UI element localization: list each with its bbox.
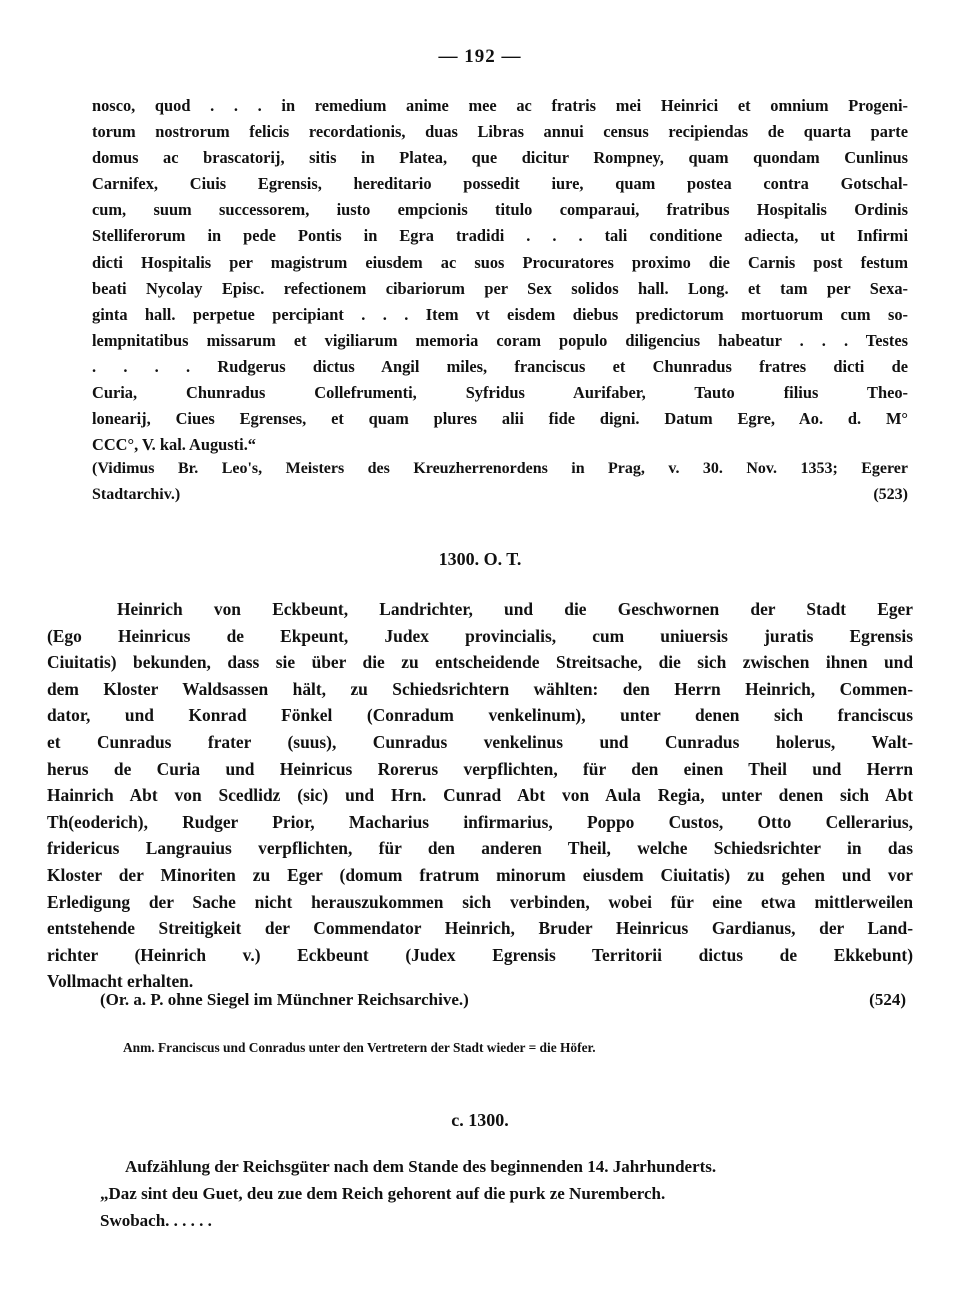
- source-text: (Or. a. P. ohne Siegel im Münchner Reichsarchive.): [100, 990, 469, 1009]
- charter-text: [92, 93, 908, 458]
- text-line: et Cunradus frater (suus), Cunradus venkelinus und Cunradus holerus, Walt-: [47, 731, 913, 752]
- text-line: CCC°, V. kal. Augusti.“: [92, 435, 256, 455]
- text-line: lempnitatibus missarum et vigiliarum memoria coram populo diligencius habeatur . . . Testes: [92, 330, 908, 350]
- text-line: Vollmacht erhalten.: [47, 971, 194, 992]
- text-line: Aufzählung der Reichsgüter nach dem Stande des beginnenden 14. Jahrhunderts.: [125, 1157, 717, 1176]
- text-line: dicti Hospitalis per magistrum eiusdem ac suos Procuratores proximo die Carnis post festum: [92, 252, 908, 272]
- text-line: Erledigung der Sache nicht herauszukommen sich verbinden, wobei für eine etwa mittlerweilen: [47, 891, 913, 912]
- source-last-line: [92, 482, 908, 508]
- source-note-523: [92, 456, 908, 508]
- text-line: dator, und Konrad Fönkel (Conradum venkelinum), unter denen sich franciscus: [47, 705, 913, 726]
- text-line: entstehende Streitigkeit der Commendator Heinrich, Bruder Heinricus Gardianus, der Land-: [47, 918, 913, 939]
- annotation-note: Anm. Franciscus und Conradus unter den Vertretern der Stadt wieder = die Höfer.: [123, 1040, 596, 1055]
- text-line: torum nostrorum felicis recordationis, duas Libras annui census recipiendas de quarta parte: [92, 122, 908, 142]
- text-line: Heinrich von Eckbeunt, Landrichter, und die Geschwornen der Stadt Eger: [117, 599, 913, 619]
- text-line: Th(eoderich), Rudger Prior, Macharius infirmarius, Poppo Custos, Otto Cellerarius,: [47, 811, 913, 832]
- text-line: ginta hall. perpetue percipiant . . . Item vt eisdem diebus predictorum mortuorum cum so-: [92, 304, 908, 324]
- source-note-524: [100, 990, 906, 1010]
- text-line: Swobach. . . . . .: [100, 1211, 212, 1230]
- text-line: Kloster der Minoriten zu Eger (domum fratrum minorum eiusdem Ciuitatis) zu gehen und vor: [47, 864, 913, 885]
- entry-heading: 1300. O. T.: [438, 549, 522, 569]
- entry-number: (523): [873, 486, 908, 503]
- text-line: Stelliferorum in pede Pontis in Egra tradidi . . . tali conditione adiecta, ut Infirmi: [92, 226, 908, 246]
- entry-text: [47, 596, 913, 995]
- entry-heading: c. 1300.: [451, 1110, 509, 1130]
- text-line: Curia, Chunradus Collefrumenti, Syfridus Aurifaber, Tauto filius Theo-: [92, 383, 908, 403]
- entry-number: (524): [869, 990, 906, 1009]
- text-line: (Ego Heinricus de Ekpeunt, Judex provincialis, cum uniuersis juratis Egrensis: [47, 625, 913, 646]
- text-line: Stadtarchiv.): [92, 486, 181, 503]
- text-line: Hainrich Abt von Scedlidz (sic) und Hrn. Cunrad Abt von Aula Regia, unter denen sich Abt: [47, 785, 913, 806]
- text-line: . . . . Rudgerus dictus Angil miles, franciscus et Chunradus fratres dicti de: [92, 356, 908, 376]
- entry-text: [100, 1153, 840, 1234]
- text-line: Ciuitatis) bekunden, dass sie über die zu entscheidende Streitsache, die sich zwischen ihnen und: [47, 652, 913, 673]
- text-line: lonearij, Ciues Egrenses, et quam plures alii fide digni. Datum Egre, Ao. d. M°: [92, 409, 908, 429]
- text-line: (Vidimus Br. Leo's, Meisters des Kreuzherrenordens in Prag, v. 30. Nov. 1353; Egerer: [92, 460, 908, 477]
- text-line: richter (Heinrich v.) Eckbeunt (Judex Egrensis Territorii dictus de Ekkebunt): [47, 944, 913, 965]
- text-line: domus ac brascatorij, sitis in Platea, que dicitur Rompney, quam quondam Cunlinus: [92, 148, 908, 168]
- text-line: beati Nycolay Episc. refectionem cibariorum per Sex solidos hall. Long. et tam per Sexa-: [92, 278, 908, 298]
- text-line: fridericus Langrauius verpflichten, für den anderen Theil, welche Schiedsrichter in das: [47, 838, 913, 859]
- text-line: nosco, quod . . . in remedium anime mee ac fratris mei Heinrici et omnium Progeni-: [92, 96, 908, 115]
- text-line: cum, suum successorem, iusto empcionis titulo comparaui, fratribus Hospitalis Ordinis: [92, 200, 908, 220]
- text-line: dem Kloster Waldsassen hält, zu Schiedsrichtern wählten: den Herrn Heinrich, Commen-: [47, 678, 913, 699]
- page-number: — 192 —: [438, 46, 522, 67]
- text-line: Carnifex, Ciuis Egrensis, hereditario possedit iure, quam postea contra Gotschal-: [92, 174, 908, 194]
- text-line: „Daz sint deu Guet, deu zue dem Reich gehorent auf die purk ze Nuremberch.: [100, 1184, 666, 1203]
- text-line: herus de Curia und Heinricus Rorerus verpflichten, für den einen Theil und Herrn: [47, 758, 913, 779]
